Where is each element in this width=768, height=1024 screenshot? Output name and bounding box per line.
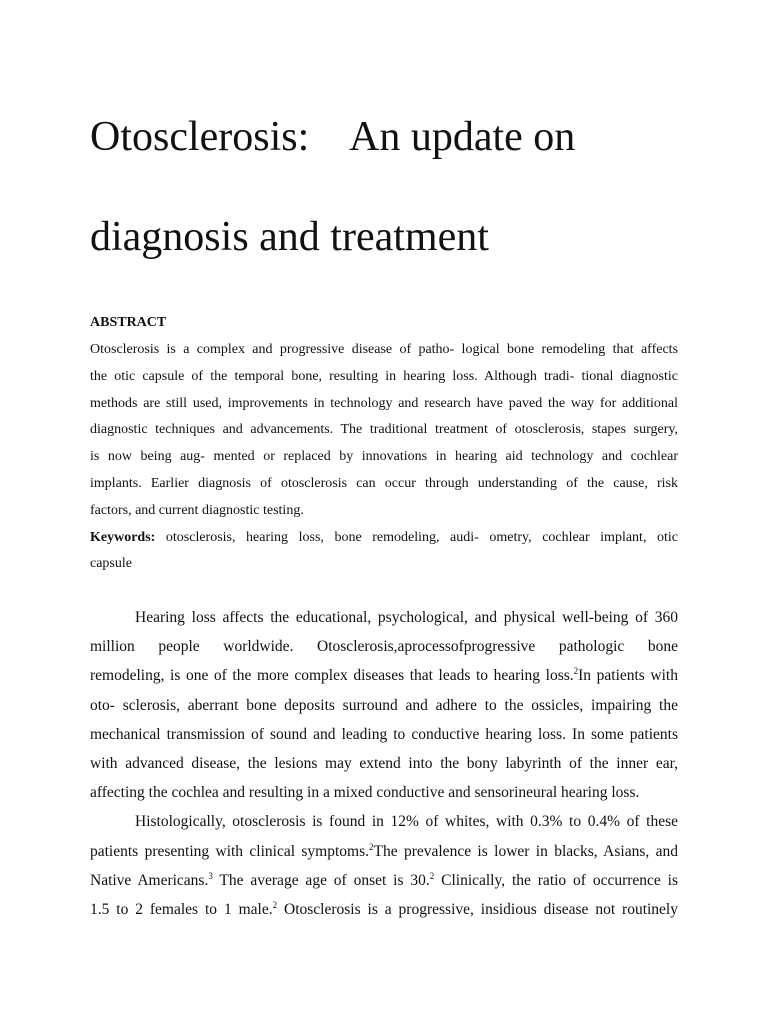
keywords-text: otosclerosis, hearing loss, bone remodeling, audi- ometry, cochlear implant, otic xyxy=(155,529,678,545)
body-line: oto- sclerosis, aberrant bone deposits surround and adhere to the ossicles, impairing the xyxy=(90,696,678,714)
citation-superscript: 3 xyxy=(208,870,213,881)
body-line: Hearing loss affects the educational, psychological, and physical well-being of 360 xyxy=(135,609,678,626)
keywords-label: Keywords: xyxy=(90,529,156,545)
body-text-run: Native Americans. xyxy=(90,871,209,889)
citation-superscript: 2 xyxy=(573,666,579,677)
abstract-line: methods are still used, improvements in technology and research have paved the way for additional xyxy=(90,395,678,411)
abstract-heading: ABSTRACT xyxy=(90,315,167,330)
body-text-run: The average age of onset is 30. xyxy=(212,871,430,889)
citation-superscript: 2 xyxy=(429,870,435,881)
body-text-run: The prevalence is lower in blacks, Asians, and xyxy=(373,842,678,860)
body-text-run: Otosclerosis is a progressive, insidious disease not routinely xyxy=(277,901,678,919)
abstract-line: factors, and current diagnostic testing. xyxy=(90,502,304,518)
paper-title-line-2: diagnosis and treatment xyxy=(90,214,489,260)
citation-superscript: 2 xyxy=(272,900,278,911)
abstract-line: Otosclerosis is a complex and progressive disease of patho- logical bone remodeling that affects xyxy=(90,342,678,357)
abstract-line: implants. Earlier diagnosis of otosclerosis can occur through understanding of the cause, risk xyxy=(90,475,678,491)
body-line xyxy=(90,837,678,866)
citation-superscript: 2 xyxy=(369,841,374,852)
body-text-run: In patients with xyxy=(578,667,678,685)
body-text-run: remodeling, is one of the more complex diseases that leads to hearing loss. xyxy=(90,667,574,685)
body-line xyxy=(90,866,678,895)
body-text-run: Clinically, the ratio of occurrence is xyxy=(434,871,678,889)
abstract-line: diagnostic techniques and advancements. The traditional treatment of otosclerosis, stapes surgery, xyxy=(90,422,678,438)
body-text xyxy=(90,603,678,924)
body-line: Histologically, otosclerosis is found in 12% of whites, with 0.3% to 0.4% of these xyxy=(135,813,678,831)
body-text-run: 1.5 to 2 females to 1 male. xyxy=(90,901,273,919)
body-line: affecting the cochlea and resulting in a mixed conductive and sensorineural hearing loss. xyxy=(90,784,640,802)
paper-title-line-1: Otosclerosis: An update on xyxy=(90,114,576,160)
body-line xyxy=(90,895,678,924)
body-line: mechanical transmission of sound and leading to conductive hearing loss. In some patients xyxy=(90,725,678,743)
keywords-line-2: capsule xyxy=(90,556,132,572)
keywords-line xyxy=(90,525,678,552)
abstract-line: is now being aug- mented or replaced by innovations in hearing aid technology and cochlear xyxy=(90,449,678,465)
body-line: million people worldwide. Otosclerosis,aprocessofprogressive pathologic bone xyxy=(90,638,678,656)
abstract-section xyxy=(90,313,678,578)
body-line: with advanced disease, the lesions may extend into the bony labyrinth of the inner ear, xyxy=(90,755,678,773)
abstract-line: the otic capsule of the temporal bone, resulting in hearing loss. Although tradi- tional diagnostic xyxy=(90,368,678,384)
body-line xyxy=(90,661,678,690)
body-text-run: patients presenting with clinical symptoms. xyxy=(90,842,369,860)
